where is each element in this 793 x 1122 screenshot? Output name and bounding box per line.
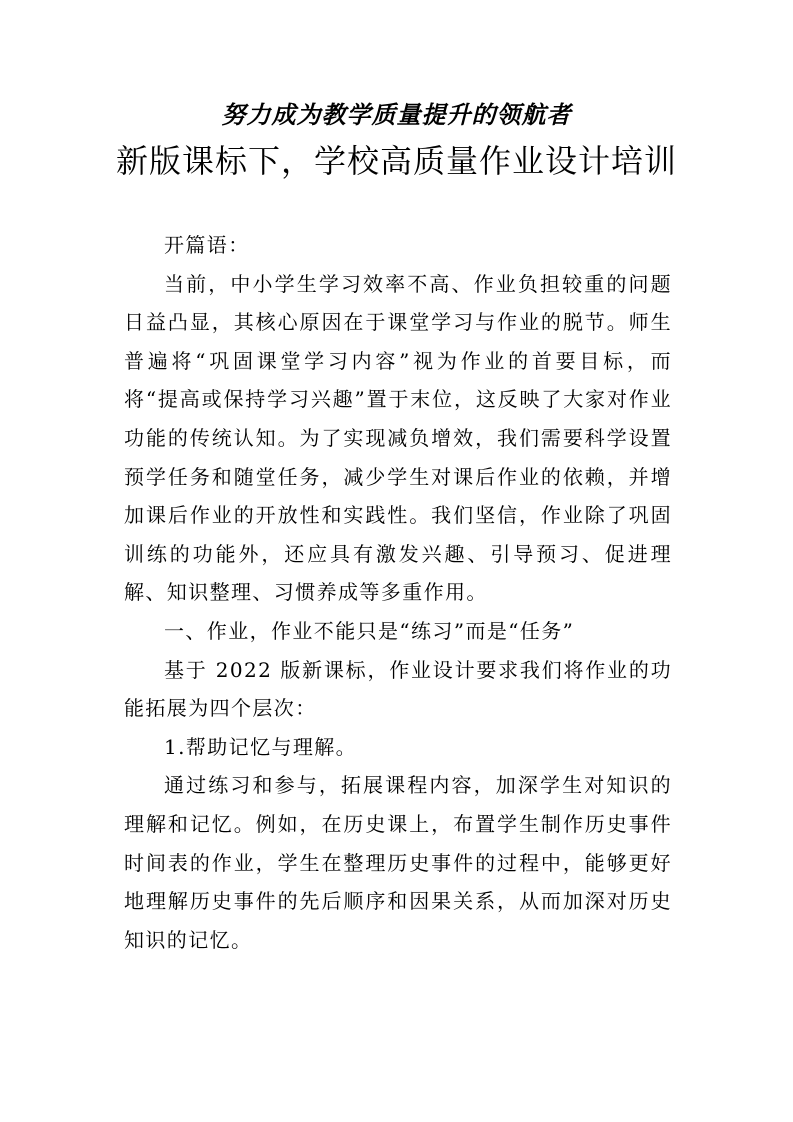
opening-label: 开篇语： <box>164 233 250 257</box>
body-paragraph: 通过练习和参与，拓展课程内容，加深学生对知识的理解和记忆。例如，在历史课上，布置学生制作历史事件时间表的作业，学生在整理历史事件的过程中，能够更好地理解历史事件的先后顺序和因果关系，从而加深对历史知识的记忆。 <box>124 773 672 952</box>
document-subtitle: 努力成为教学质量提升的领航者 <box>221 100 572 129</box>
body-paragraph: 基于 2022 版新课标，作业设计要求我们将作业的功能拓展为四个层次： <box>124 657 672 721</box>
body-paragraph: 当前，中小学生学习效率不高、作业负担较重的问题日益凸显，其核心原因在于课堂学习与作业的脱节。师生普遍将“巩固课堂学习内容”视为作业的首要目标，而将“提高或保持学习兴趣”置于末位，这反映了大家对作业功能的传统认知。为了实现减负增效，我们需要科学设置预学任务和随堂任务，减少学生对课后作业的依赖，并增加课后作业的开放性和实践性。我们坚信，作业除了巩固训练的功能外，还应具有激发兴趣、引导预习、促进理解、知识整理、习惯养成等多重作用。 <box>124 271 672 605</box>
subsection-heading: 1.帮助记忆与理解。 <box>164 734 358 759</box>
document-title: 新版课标下，学校高质量作业设计培训 <box>115 142 677 180</box>
section-heading: 一、作业，作业不能只是“练习”而是“任务” <box>164 618 575 643</box>
document-body <box>124 226 672 959</box>
